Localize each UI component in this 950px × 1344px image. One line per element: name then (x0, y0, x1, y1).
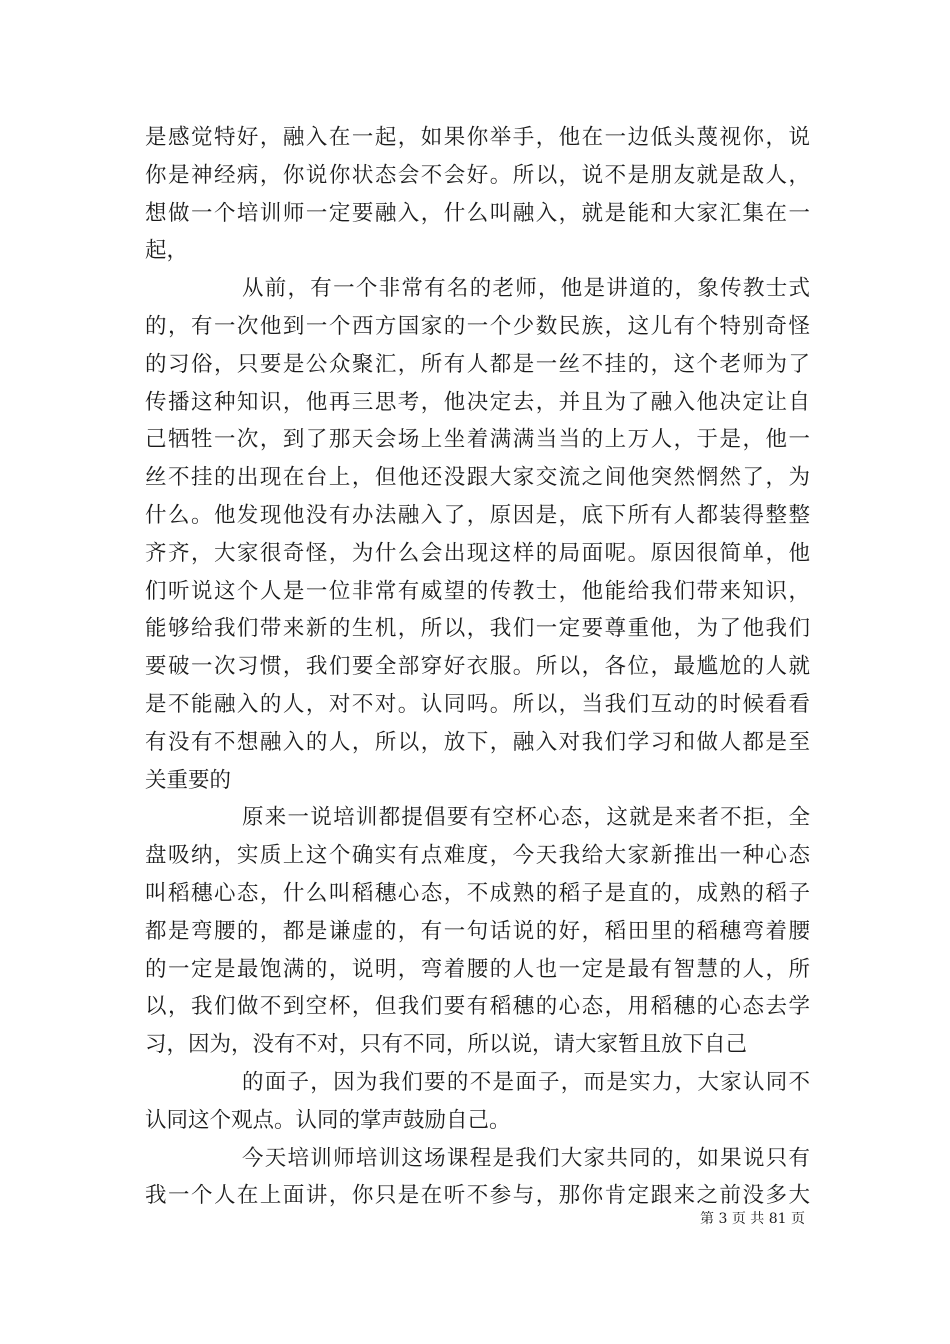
text-line: 的习俗，只要是公众聚汇，所有人都是一丝不挂的，这个老师为了 (145, 351, 810, 377)
text-line: 是不能融入的人，对不对。认同吗。所以，当我们互动的时候看看 (145, 691, 810, 717)
page-number: 第 3 页 共 81 页 (700, 1211, 805, 1227)
text-line: 的面子，因为我们要的不是面子，而是实力，大家认同不 (242, 1069, 810, 1095)
text-line: 能够给我们带来新的生机，所以，我们一定要尊重他，为了他我们 (145, 616, 810, 642)
body-text (145, 119, 810, 1215)
text-line: 什么。他发现他没有办法融入了，原因是，底下所有人都装得整整 (145, 502, 810, 528)
text-line: 的，有一次他到一个西方国家的一个少数民族，这儿有个特别奇怪 (145, 313, 810, 339)
text-line: 传播这种知识，他再三思考，他决定去，并且为了融入他决定让自 (145, 389, 810, 415)
text-line: 是感觉特好，融入在一起，如果你举手，他在一边低头蔑视你，说 (145, 125, 810, 150)
text-line: 习，因为，没有不对，只有不同，所以说，请大家暂且放下自己 (145, 1032, 748, 1058)
text-line: 叫稻穗心态，什么叫稻穗心态，不成熟的稻子是直的，成熟的稻子 (145, 880, 810, 906)
text-line: 从前，有一个非常有名的老师，他是讲道的，象传教士式 (242, 276, 810, 302)
text-line: 以，我们做不到空杯，但我们要有稻穗的心态，用稻穗的心态去学 (145, 994, 810, 1020)
text-line: 我一个人在上面讲，你只是在听不参与，那你肯定跟来之前没多大 (145, 1183, 810, 1209)
text-line: 要破一次习惯，我们要全部穿好衣服。所以，各位，最尴尬的人就 (145, 654, 810, 680)
text-line: 己牺牲一次，到了那天会场上坐着满满当当的上万人，于是，他一 (145, 427, 810, 453)
text-line: 有没有不想融入的人，所以，放下，融入对我们学习和做人都是至 (145, 729, 810, 755)
text-line: 关重要的 (145, 767, 232, 793)
text-line: 起， (145, 238, 189, 264)
text-line: 盘吸纳，实质上这个确实有点难度，今天我给大家新推出一种心态 (145, 843, 810, 869)
text-line: 你是神经病，你说你状态会不会好。所以，说不是朋友就是敌人， (145, 162, 810, 188)
text-line: 们听说这个人是一位非常有威望的传教士，他能给我们带来知识， (145, 578, 810, 604)
text-line: 丝不挂的出现在台上，但他还没跟大家交流之间他突然惘然了，为 (145, 465, 810, 491)
text-line: 齐齐，大家很奇怪，为什么会出现这样的局面呢。原因很简单，他 (145, 540, 810, 566)
text-line: 今天培训师培训这场课程是我们大家共同的，如果说只有 (242, 1145, 810, 1171)
text-line: 想做一个培训师一定要融入，什么叫融入，就是能和大家汇集在一 (145, 200, 810, 226)
text-line: 都是弯腰的，都是谦虚的，有一句话说的好，稻田里的稻穗弯着腰 (145, 918, 810, 944)
text-line: 认同这个观点。认同的掌声鼓励自己。 (145, 1107, 511, 1133)
text-line: 原来一说培训都提倡要有空杯心态，这就是来者不拒，全 (242, 805, 810, 831)
text-line: 的一定是最饱满的，说明，弯着腰的人也一定是最有智慧的人，所 (145, 956, 810, 982)
